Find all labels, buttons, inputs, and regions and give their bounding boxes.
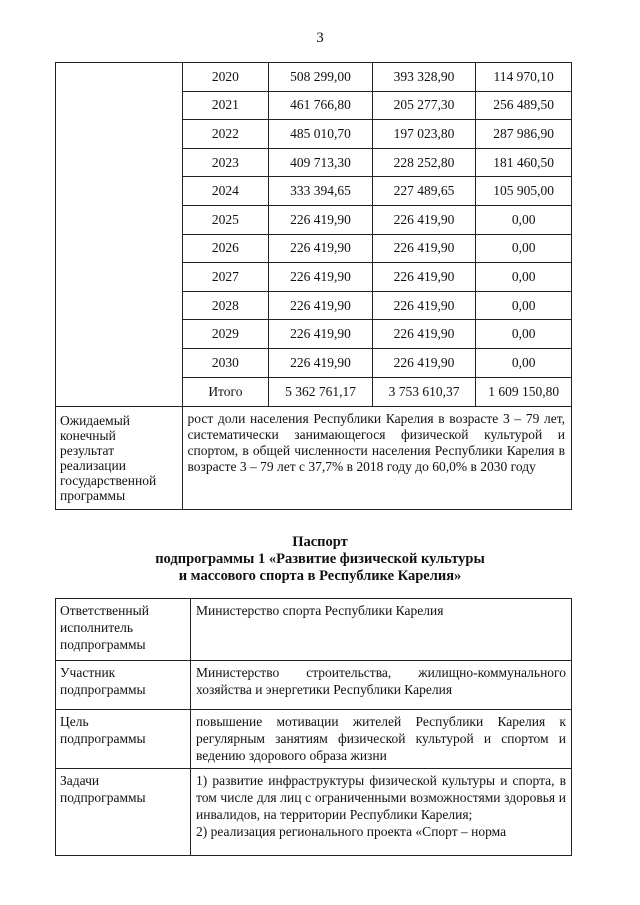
passport-label-line: Ответственный xyxy=(60,603,149,618)
funding-col3: 0,00 xyxy=(476,263,572,292)
funding-col3: 181 460,50 xyxy=(476,148,572,177)
passport-row-value: повышение мотивации жителей Республики Карелия к регулярным занятиям физической культурой и спортом и ведению здорового образа жизни xyxy=(191,710,572,769)
passport-row xyxy=(56,661,572,710)
funding-row xyxy=(56,63,572,92)
passport-label-line: Цель xyxy=(60,714,89,729)
passport-label-line: Задачи xyxy=(60,773,100,788)
funding-total: 333 394,65 xyxy=(269,177,372,206)
funding-total: 461 766,80 xyxy=(269,91,372,120)
passport-value-line: 2) реализация регионального проекта «Спорт – норма xyxy=(196,824,507,839)
funding-total: 409 713,30 xyxy=(269,148,372,177)
passport-row-label xyxy=(56,710,191,769)
passport-title-line-1: Паспорт xyxy=(292,534,348,550)
passport-value-line: 1) развитие инфраструктуры физической культуры и спорта, в том числе для лиц с ограниченными возможностями здоровья и инвалидов, на территории Республики Карелия; xyxy=(196,773,566,822)
funding-year: 2030 xyxy=(182,348,269,377)
funding-total: 226 419,90 xyxy=(269,263,372,292)
funding-table xyxy=(55,62,572,510)
funding-col3: 0,00 xyxy=(476,348,572,377)
funding-col3: 0,00 xyxy=(476,205,572,234)
passport-row-label xyxy=(56,599,191,661)
expected-result-label-line: конечный xyxy=(60,427,116,443)
funding-year: 2028 xyxy=(182,291,269,320)
funding-year: 2020 xyxy=(182,63,269,92)
funding-col2: 205 277,30 xyxy=(372,91,475,120)
expected-result-text: рост доли населения Республики Карелия в возрасте 3 – 79 лет, систематически занимающегося физической культурой и спортом, в общей численности населения Республики Карелия в возрасте 3 – 79 лет с 37,7% в 2018 году до 60,0% в 2030 году xyxy=(182,406,572,509)
funding-col2: 226 419,90 xyxy=(372,291,475,320)
passport-row xyxy=(56,710,572,769)
passport-row xyxy=(56,769,572,856)
funding-total: 508 299,00 xyxy=(269,63,372,92)
funding-total: 226 419,90 xyxy=(269,234,372,263)
passport-row-value: Министерство строительства, жилищно-коммунального хозяйства и энергетики Республики Карелия xyxy=(191,661,572,710)
passport-label-line: подпрограммы xyxy=(60,790,146,805)
funding-col2: 197 023,80 xyxy=(372,120,475,149)
funding-col3: 0,00 xyxy=(476,291,572,320)
total-label: Итого xyxy=(182,377,269,406)
passport-label-line: подпрограммы xyxy=(60,637,146,652)
funding-total: 485 010,70 xyxy=(269,120,372,149)
passport-title-line-2: подпрограммы 1 «Развитие физической культуры xyxy=(155,551,485,567)
funding-col2: 393 328,90 xyxy=(372,63,475,92)
funding-year: 2022 xyxy=(182,120,269,149)
funding-year: 2026 xyxy=(182,234,269,263)
funding-col2: 226 419,90 xyxy=(372,234,475,263)
funding-label-cell xyxy=(56,63,183,407)
passport-label-line: Участник xyxy=(60,665,116,680)
funding-year: 2029 xyxy=(182,320,269,349)
passport-title xyxy=(0,534,640,585)
funding-year: 2024 xyxy=(182,177,269,206)
expected-result-label-line: Ожидаемый xyxy=(60,412,130,428)
funding-col2: 227 489,65 xyxy=(372,177,475,206)
expected-result-label-line: реализации xyxy=(60,457,126,473)
funding-col3: 0,00 xyxy=(476,320,572,349)
funding-year: 2025 xyxy=(182,205,269,234)
funding-col2: 226 419,90 xyxy=(372,205,475,234)
expected-result-label-line: результат xyxy=(60,442,115,458)
funding-total: 226 419,90 xyxy=(269,348,372,377)
passport-row xyxy=(56,599,572,661)
funding-col2: 226 419,90 xyxy=(372,263,475,292)
funding-year: 2021 xyxy=(182,91,269,120)
page-number: 3 xyxy=(316,30,324,46)
total-sum: 5 362 761,17 xyxy=(269,377,372,406)
funding-col2: 228 252,80 xyxy=(372,148,475,177)
funding-col2: 226 419,90 xyxy=(372,320,475,349)
funding-total: 226 419,90 xyxy=(269,205,372,234)
total-col3: 1 609 150,80 xyxy=(476,377,572,406)
funding-col3: 287 986,90 xyxy=(476,120,572,149)
total-col2: 3 753 610,37 xyxy=(372,377,475,406)
funding-col3: 256 489,50 xyxy=(476,91,572,120)
passport-title-line-3: и массового спорта в Республике Карелия» xyxy=(178,568,462,584)
funding-year: 2023 xyxy=(182,148,269,177)
passport-row-label xyxy=(56,769,191,856)
funding-col3: 114 970,10 xyxy=(476,63,572,92)
passport-label-line: подпрограммы xyxy=(60,682,146,697)
funding-total: 226 419,90 xyxy=(269,320,372,349)
passport-table xyxy=(55,598,572,856)
funding-col3: 0,00 xyxy=(476,234,572,263)
passport-row-value xyxy=(191,769,572,856)
passport-label-line: подпрограммы xyxy=(60,731,146,746)
expected-result-label-line: программы xyxy=(60,487,126,503)
funding-col2: 226 419,90 xyxy=(372,348,475,377)
passport-row-value: Министерство спорта Республики Карелия xyxy=(191,599,572,661)
expected-result-row xyxy=(56,406,572,509)
funding-year: 2027 xyxy=(182,263,269,292)
funding-col3: 105 905,00 xyxy=(476,177,572,206)
passport-row-label xyxy=(56,661,191,710)
passport-label-line: исполнитель xyxy=(60,620,133,635)
expected-result-label-line: государственной xyxy=(60,472,157,488)
expected-result-label xyxy=(56,406,183,509)
funding-total: 226 419,90 xyxy=(269,291,372,320)
